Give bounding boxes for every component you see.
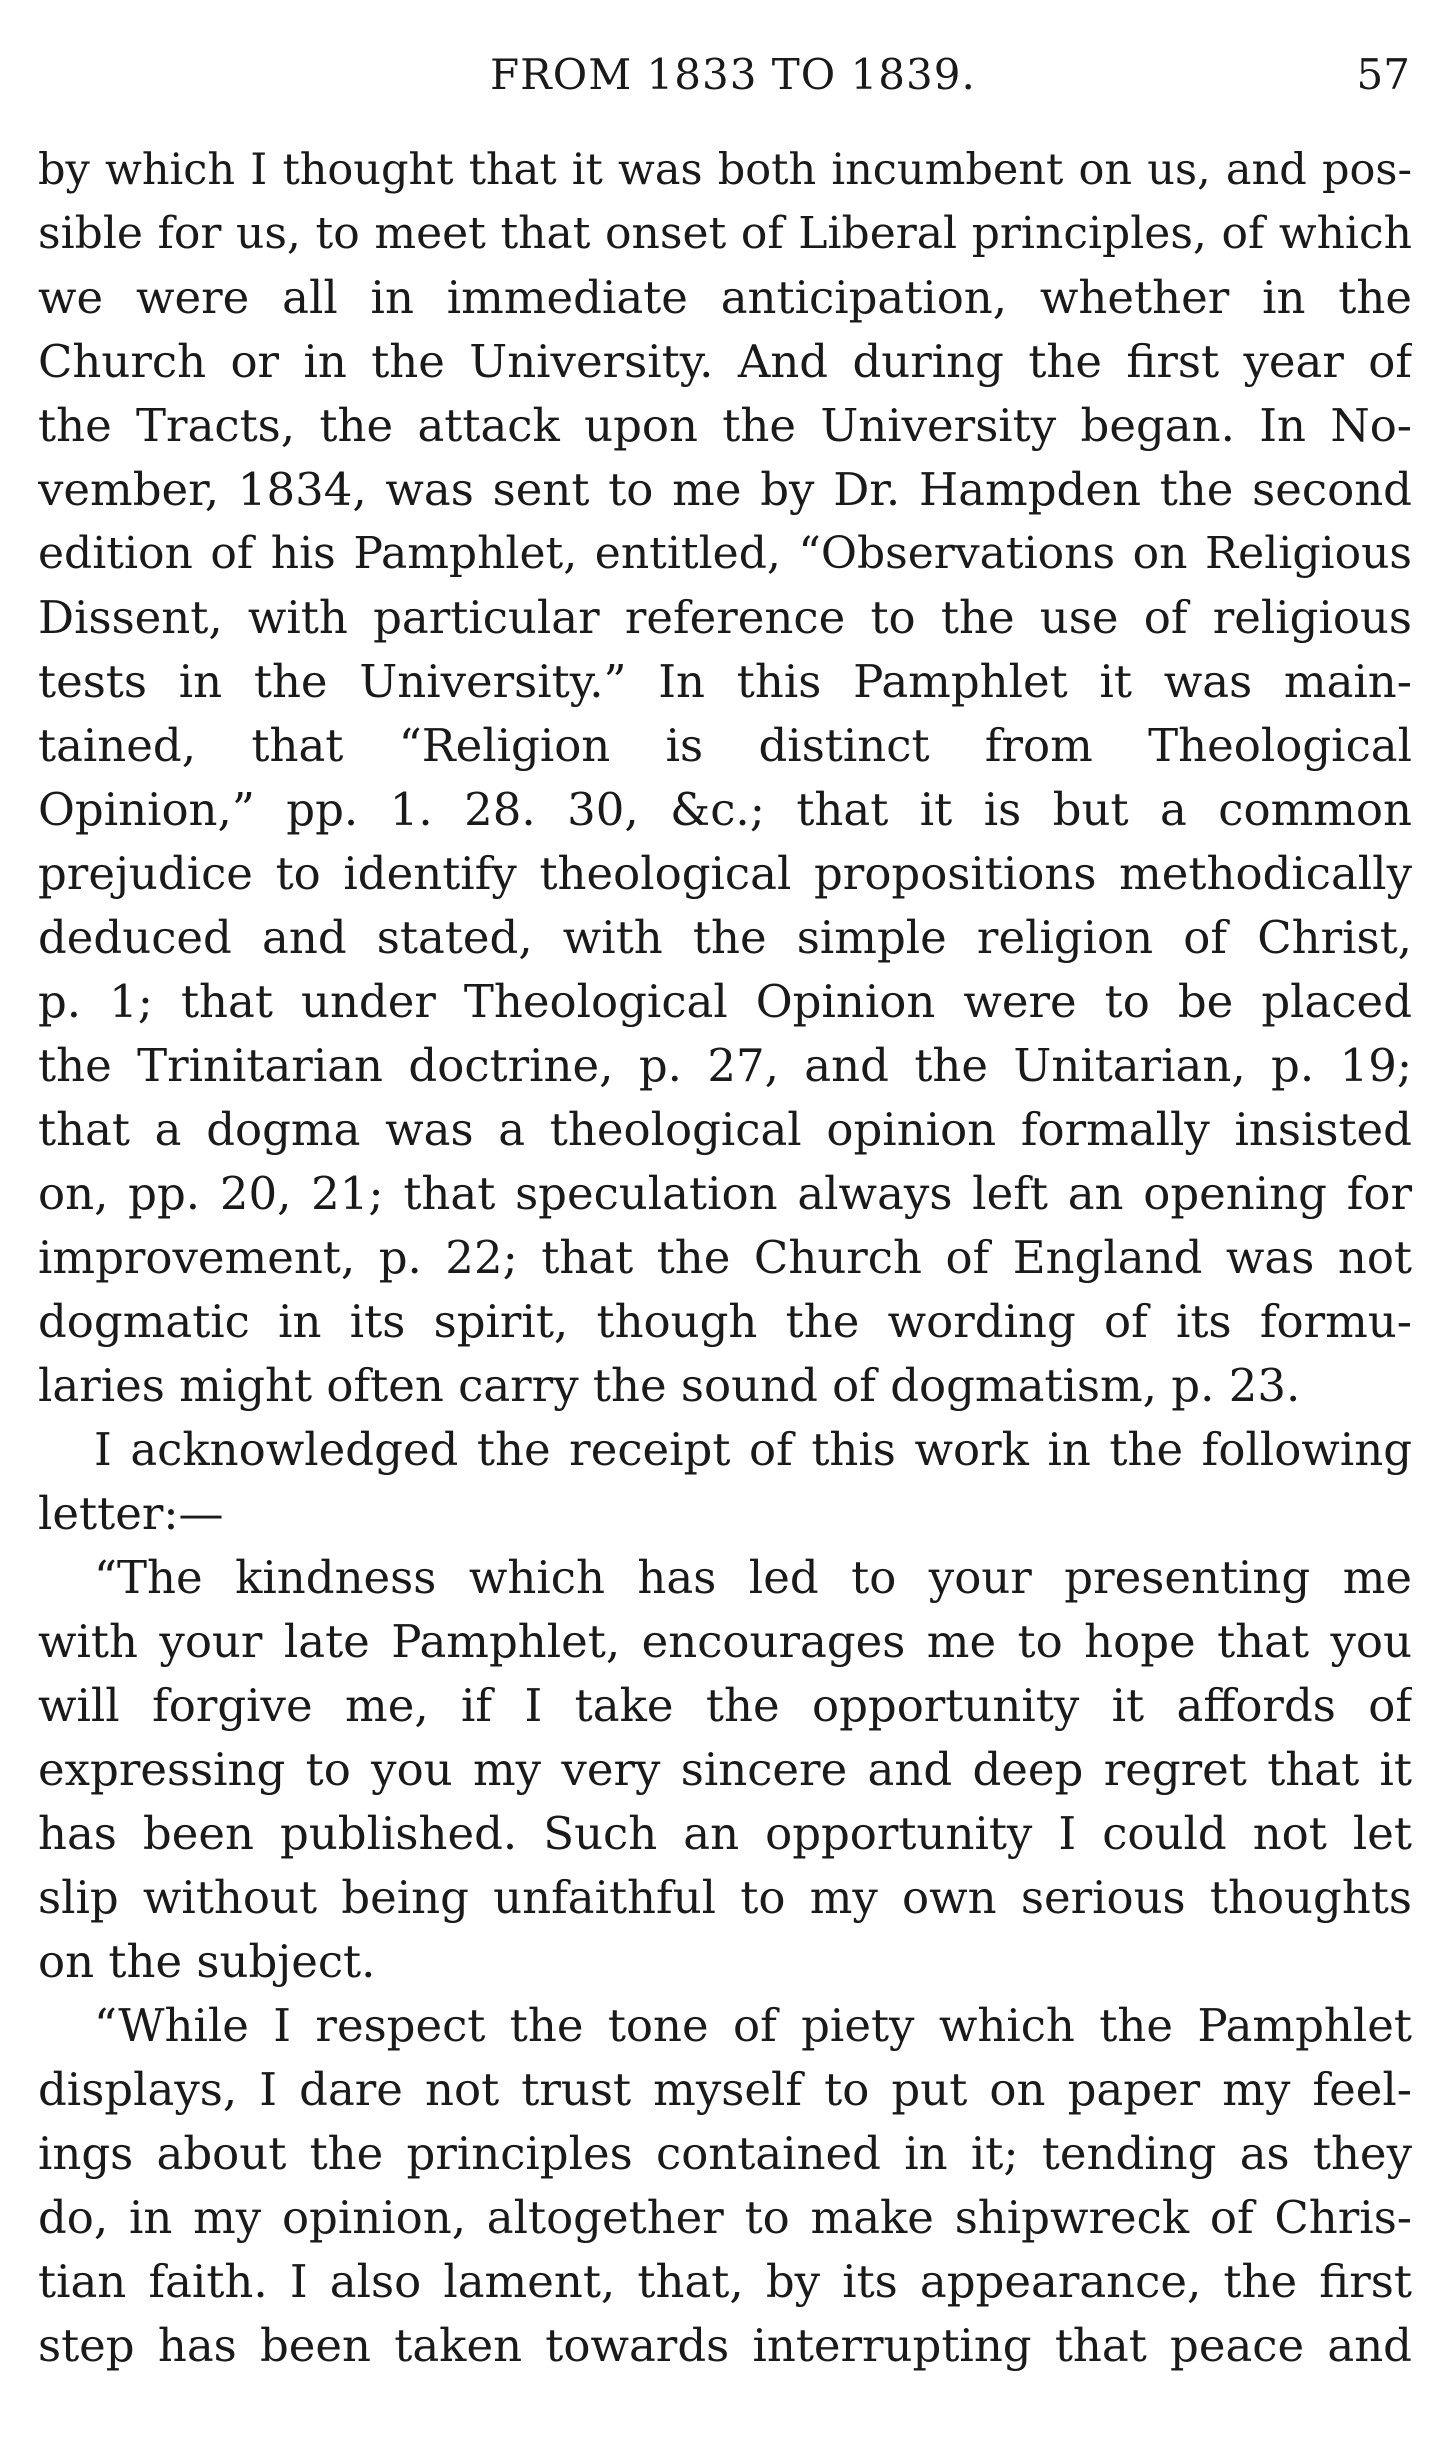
page-number: 57 [1356, 50, 1410, 99]
page-header [0, 50, 1456, 110]
text-line: will forgive me, if I take the opportunity it affords of [38, 1679, 1412, 1732]
body-text [38, 138, 1412, 2378]
text-line: the Trinitarian doctrine, p. 27, and the Unitarian, p. 19; [38, 1039, 1412, 1092]
text-line: slip without being unfaithful to my own serious thoughts [38, 1871, 1412, 1924]
text-line: Opinion,” pp. 1. 28. 30, &c.; that it is but a common [38, 783, 1412, 836]
text-line: has been published. Such an opportunity I could not let [38, 1807, 1412, 1860]
text-line: we were all in immediate anticipation, whether in the [38, 271, 1412, 324]
text-line: ings about the principles contained in it; tending as they [38, 2127, 1412, 2180]
text-line: expressing to you my very sincere and deep regret that it [38, 1743, 1412, 1796]
text-line: on, pp. 20, 21; that speculation always left an opening for [38, 1167, 1412, 1220]
text-line: the Tracts, the attack upon the University began. In No- [38, 399, 1412, 452]
text-line: by which I thought that it was both incumbent on us, and pos- [38, 145, 1412, 195]
running-title: FROM 1833 TO 1839. [490, 50, 976, 99]
text-line: sible for us, to meet that onset of Liberal principles, of which [38, 208, 1412, 259]
text-line: laries might often carry the sound of dogmatism, p. 23. [38, 1359, 1301, 1412]
text-line: tained, that “Religion is distinct from Theological [38, 719, 1412, 772]
text-line: with your late Pamphlet, encourages me to hope that you [38, 1615, 1412, 1668]
text-line: do, in my opinion, altogether to make shipwreck of Chris- [38, 2191, 1412, 2244]
text-line: step has been taken towards interrupting that peace and [38, 2319, 1412, 2372]
text-line: tian faith. I also lament, that, by its appearance, the first [38, 2255, 1412, 2308]
text-line: improvement, p. 22; that the Church of England was not [38, 1231, 1412, 1284]
text-line: on the subject. [38, 1935, 376, 1988]
text-line: “While I respect the tone of piety which the Pamphlet [94, 1999, 1412, 2052]
text-line: dogmatic in its spirit, though the wording of its formu- [38, 1295, 1412, 1348]
text-line: Church or in the University. And during the first year of [38, 335, 1412, 388]
text-line: tests in the University.” In this Pamphlet it was main- [38, 655, 1412, 708]
text-line: deduced and stated, with the simple religion of Christ, [38, 911, 1412, 964]
text-line: edition of his Pamphlet, entitled, “Observations on Religious [38, 528, 1412, 579]
text-line: prejudice to identify theological propositions methodically [38, 847, 1412, 900]
text-line: “The kindness which has led to your presenting me [94, 1551, 1412, 1604]
text-line: vember, 1834, was sent to me by Dr. Hampden the second [38, 463, 1412, 516]
text-line: Dissent, with particular reference to the use of religious [38, 591, 1412, 644]
text-line: p. 1; that under Theological Opinion were to be placed [38, 975, 1412, 1028]
text-line: I acknowledged the receipt of this work in the following [94, 1423, 1412, 1476]
text-line: displays, I dare not trust myself to put on paper my feel- [38, 2063, 1412, 2116]
text-line: letter:— [38, 1487, 224, 1540]
text-line: that a dogma was a theological opinion formally insisted [38, 1103, 1412, 1156]
